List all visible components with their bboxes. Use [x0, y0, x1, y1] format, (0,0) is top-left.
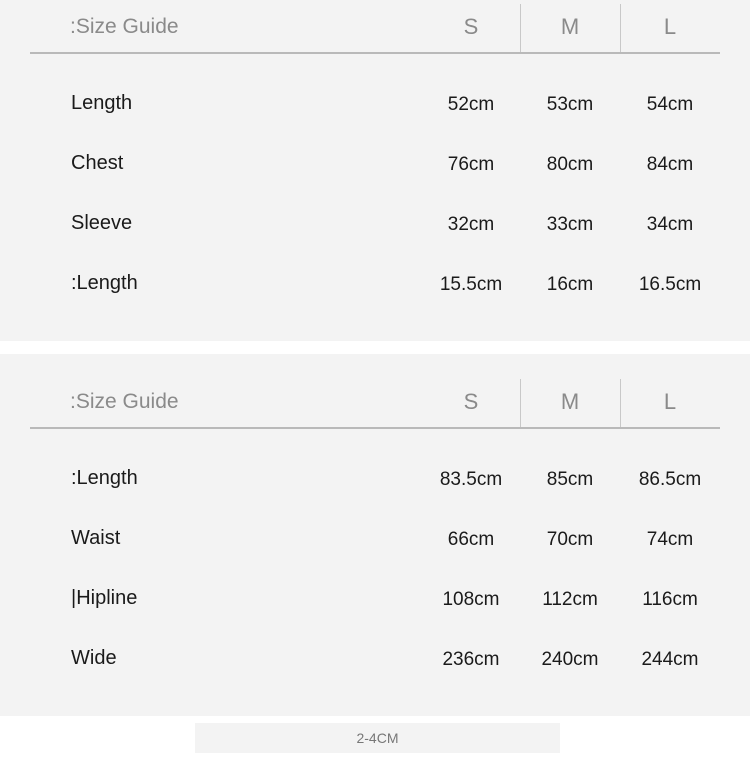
row-label: |Hipline	[71, 587, 138, 609]
row-label: Waist	[71, 527, 121, 549]
value-m: 70cm	[546, 529, 594, 550]
value-s: 52cm	[447, 94, 495, 115]
measurement-tolerance: 2-4CM	[356, 730, 399, 746]
table-row	[0, 206, 750, 246]
table-header	[0, 375, 750, 429]
row-label: Chest	[71, 152, 124, 174]
value-m: 33cm	[546, 214, 594, 235]
value-m: 85cm	[546, 469, 594, 490]
value-s: 76cm	[447, 154, 495, 175]
row-label: :Length	[71, 272, 138, 294]
value-l: 74cm	[646, 529, 694, 550]
table-row	[0, 461, 750, 501]
value-l: 16.5cm	[638, 274, 702, 295]
value-l: 84cm	[646, 154, 694, 175]
value-s: 66cm	[447, 529, 495, 550]
table-row	[0, 266, 750, 306]
value-m: 112cm	[542, 589, 598, 610]
table-row	[0, 581, 750, 621]
value-l: 116cm	[642, 589, 698, 610]
value-s: 15.5cm	[439, 274, 503, 295]
value-m: 53cm	[546, 94, 594, 115]
table-title: :Size Guide	[70, 390, 179, 413]
value-m: 80cm	[546, 154, 594, 175]
measurement-note	[195, 723, 560, 753]
table-row	[0, 86, 750, 126]
value-l: 244cm	[641, 649, 699, 670]
size-header-m: M	[560, 389, 580, 414]
table-header	[0, 0, 750, 54]
table-title: :Size Guide	[70, 15, 179, 38]
value-m: 16cm	[546, 274, 594, 295]
size-header-l: L	[663, 14, 677, 39]
value-l: 86.5cm	[638, 469, 702, 490]
size-header-s: S	[463, 389, 479, 414]
size-header-m: M	[560, 14, 580, 39]
header-divider	[30, 52, 720, 54]
table-row	[0, 146, 750, 186]
value-m: 240cm	[541, 649, 599, 670]
value-s: 108cm	[442, 589, 500, 610]
table-row	[0, 641, 750, 681]
size-guide-table-top	[0, 0, 750, 341]
value-s: 236cm	[442, 649, 500, 670]
table-row	[0, 521, 750, 561]
row-label: :Length	[71, 467, 138, 489]
row-label: Wide	[71, 647, 117, 669]
row-label: Sleeve	[71, 212, 133, 234]
value-l: 34cm	[646, 214, 694, 235]
header-divider	[30, 427, 720, 429]
row-label: Length	[71, 92, 133, 114]
size-header-l: L	[663, 389, 677, 414]
size-header-s: S	[463, 14, 479, 39]
value-l: 54cm	[646, 94, 694, 115]
value-s: 83.5cm	[439, 469, 503, 490]
size-guide-table-bottom	[0, 354, 750, 716]
value-s: 32cm	[447, 214, 495, 235]
